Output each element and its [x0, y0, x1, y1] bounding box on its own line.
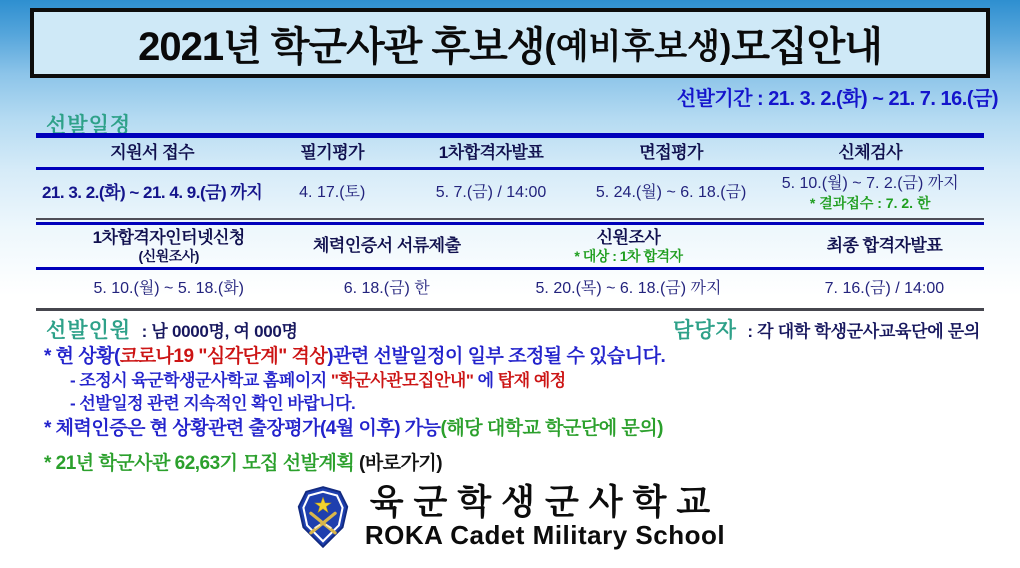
contact-value: : 각 대학 학생군사교육단에 문의 — [747, 322, 980, 341]
table2-header-final-pass: 최종 합격자발표 — [826, 236, 943, 256]
school-name-english: ROKA Cadet Military School — [364, 519, 726, 550]
recruit-plan-shortcut-link[interactable]: (바로가기) — [359, 453, 443, 475]
note1-segment-red: 코로나19 "심각단계" 격상 — [119, 346, 328, 367]
personnel-label: 선발인원 — [46, 319, 132, 342]
page-title-suffix: 모집안내 — [731, 24, 882, 69]
table2-value-internet-apply: 5. 10.(월) ~ 5. 18.(화) — [93, 279, 244, 297]
note2-segment-blue2: 에 — [473, 370, 498, 390]
table2-header-background-check-sub: * 대상 : 1차 합격자 — [574, 248, 683, 265]
table1-physical-note: * 결과접수 : 7. 2. 한 — [809, 194, 931, 211]
schedule-heading: 선발일정 — [46, 114, 132, 137]
table2-header-internet-apply — [36, 228, 301, 265]
table2-value-background-check: 5. 20.(목) ~ 6. 18.(금) 까지 — [535, 279, 722, 297]
footer-school-name — [364, 482, 726, 550]
table2-header-background-check-label: 신원조사 — [596, 227, 661, 247]
table1-value-first-pass: 5. 7.(금) / 14:00 — [435, 183, 547, 201]
note4-segment-green: (해당 대학교 학군단에 문의) — [440, 417, 663, 439]
contact-info — [673, 314, 980, 344]
title-banner — [30, 8, 990, 78]
selection-period: 선발기간 : 21. 3. 2.(화) ~ 21. 7. 16.(금) — [676, 88, 998, 110]
note-fitness-cert — [44, 416, 665, 442]
table1-value-written-test: 4. 17.(토) — [299, 183, 366, 201]
table1-header-written-test: 필기평가 — [300, 142, 365, 162]
personnel-info — [46, 314, 298, 344]
table2-header-internet-apply-label: 1차합격자인터넷신청 — [92, 227, 245, 247]
note2-segment-red2: 탑재 예정 — [497, 370, 566, 390]
table2-header-background-check — [472, 228, 785, 265]
note-covid-adjustment — [44, 344, 665, 370]
note1-segment-blue2: )관련 선발일정이 일부 조정될 수 있습니다. — [327, 346, 666, 367]
table2-header-row — [36, 225, 984, 267]
table1-header-application: 지원서 접수 — [110, 142, 195, 162]
page-title-main: 2021년 학군사관 후보생 — [138, 24, 545, 69]
table2-value-final-pass: 7. 16.(금) / 14:00 — [824, 279, 945, 297]
schedule-table — [36, 133, 984, 311]
notes-block — [44, 344, 665, 477]
table1-value-interview: 5. 24.(월) ~ 6. 18.(금) — [595, 183, 747, 201]
school-name-korean: 육군학생군사학교 — [369, 482, 721, 522]
note3-segment-blue: - 선발일정 관련 지속적인 확인 바랍니다. — [70, 393, 356, 413]
footer-logo — [0, 484, 1020, 550]
note4-segment-blue: * 체력인증은 현 상황관련 출장평가(4월 이후) 가능 — [44, 417, 441, 439]
table1-header-row — [36, 138, 984, 167]
table1-value-row — [36, 170, 984, 216]
note-homepage-posting — [70, 370, 665, 393]
table1-value-physical — [756, 175, 984, 210]
table2-value-row — [36, 270, 984, 308]
page-title-paren: (예비후보생) — [544, 27, 732, 66]
contact-label: 담당자 — [673, 319, 737, 342]
roka-emblem-icon — [295, 484, 351, 550]
info-row — [46, 314, 980, 344]
table2-header-internet-apply-sub: (신원조사) — [138, 248, 199, 265]
note2-segment-red: "학군사관모집안내" — [330, 370, 474, 390]
personnel-value: : 남 0000명, 여 000명 — [141, 322, 298, 341]
note-keep-checking — [70, 393, 665, 416]
note5-segment-green: * 21년 학군사관 62,63기 모집 선발계획 — [44, 453, 359, 475]
table2-value-fitness-docs: 6. 18.(금) 한 — [343, 279, 430, 297]
note-recruit-plan — [44, 451, 665, 477]
rule-table2-bottom — [36, 308, 984, 311]
table1-header-first-pass: 1차합격자발표 — [438, 142, 544, 162]
rule-table1-bottom — [36, 218, 984, 225]
note2-segment-blue: - 조정시 육군학생군사학교 홈페이지 — [70, 370, 331, 390]
table2-header-fitness-docs: 체력인증서 서류제출 — [312, 236, 461, 256]
note1-segment-blue: * 현 상황( — [44, 346, 120, 367]
table1-header-physical: 신체검사 — [838, 142, 903, 162]
table1-value-application: 21. 3. 2.(화) ~ 21. 4. 9.(금) 까지 — [41, 183, 263, 203]
table1-value-physical-dates: 5. 10.(월) ~ 7. 2.(금) 까지 — [781, 175, 959, 193]
table1-header-interview: 면접평가 — [639, 142, 703, 162]
